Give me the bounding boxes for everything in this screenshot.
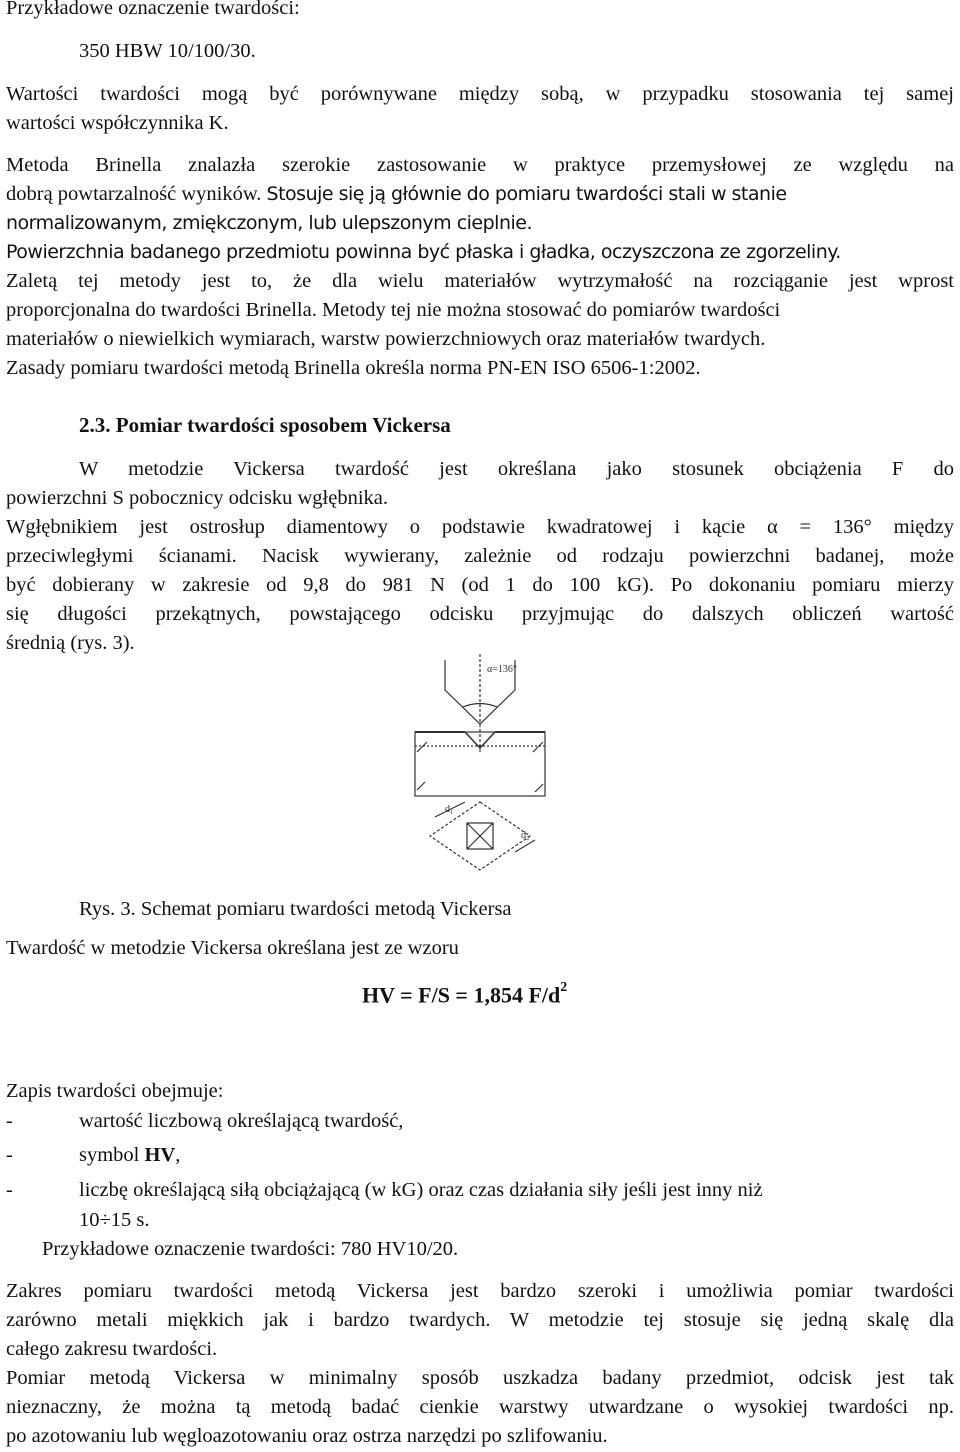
text-line: [6, 296, 780, 324]
text-line: materiałów o niewielkich wymiarach, warstw powierzchniowych oraz materiałów twardych.: [6, 328, 766, 350]
hardness-example: 350 HBW 10/100/30.: [79, 40, 256, 62]
text-line: powierzchni S pobocznicy odcisku wgłębnika.: [6, 487, 389, 509]
text-span: Metody tej nie można stosować do pomiarów twardości: [316, 299, 781, 321]
formula-text: HV = F/S = 1,854 F/d: [362, 982, 561, 1008]
angle-label: α=136°: [487, 664, 517, 675]
text-line: Wgłębnikiem jest ostrosłup diamentowy o podstawie kwadratowej i kącie α = 136° między: [6, 516, 954, 538]
hardness-example: Przykładowe oznaczenie twardości: 780 HV10/20.: [42, 1238, 459, 1260]
text-line: średnią (rys. 3).: [6, 632, 135, 654]
text-line: Zaletą tej metody jest to, że dla wielu materiałów wytrzymałość na rozciąganie jest wprost: [6, 270, 954, 292]
text-span: Po dokonaniu pomiaru mierzy: [670, 574, 954, 596]
text-line: nieznaczny, że można tą metodą badać cienkie warstwy utwardzane o wysokiej twardości np.: [6, 1396, 954, 1418]
figure-caption: Rys. 3. Schemat pomiaru twardości metodą Vickersa: [79, 898, 512, 920]
text-line: Wartości twardości mogą być porównywane między sobą, w przypadku stosowania tej samej: [6, 83, 954, 105]
text-span: ,: [175, 1144, 181, 1166]
text-line: [6, 571, 954, 599]
section-heading: 2.3. Pomiar twardości sposobem Vickersa: [79, 413, 451, 437]
text-span: proporcjonalna do twardości Brinella.: [6, 299, 317, 321]
text-line: wartości współczynnika K.: [6, 112, 229, 134]
text-line: Metoda Brinella znalazła szerokie zastosowanie w praktyce przemysłowej ze względu na: [6, 154, 954, 176]
text-line: normalizowanym, zmiękczonym, lub ulepszonym cieplnie.: [6, 212, 533, 234]
text-line: [6, 180, 787, 208]
list-bullet: -: [6, 1110, 13, 1132]
text-span: Stosuje się ją głównie do pomiaru twardości stali w stanie: [266, 183, 787, 205]
text-span: przeciwległymi ścianami.: [6, 545, 262, 567]
text-line: Zasady pomiaru twardości metodą Brinella określa norma PN-EN ISO 6506-1:2002.: [6, 357, 701, 379]
text-line: Przykładowe oznaczenie twardości:: [6, 0, 300, 19]
list-item-continuation: 10÷15 s.: [79, 1209, 150, 1231]
text-line: Twardość w metodzie Vickersa określana jest ze wzoru: [6, 937, 459, 959]
text-span: być dobierany w zakresie od 9,8 do 981 N (od 1 do 100 kG).: [6, 574, 671, 596]
vickers-formula: [362, 977, 567, 1009]
list-bullet: -: [6, 1144, 13, 1166]
text-span: symbol: [79, 1144, 145, 1166]
text-line: Zakres pomiaru twardości metodą Vickersa jest bardzo szeroki i umożliwia pomiar twardości: [6, 1280, 954, 1302]
text-line: W metodzie Vickersa twardość jest określana jako stosunek obciążenia F do: [79, 458, 954, 480]
text-line: [6, 542, 954, 570]
d1-label: d₁: [445, 804, 454, 815]
text-line: Pomiar metodą Vickersa w minimalny sposób uszkadza badany przedmiot, odcisk jest tak: [6, 1367, 954, 1389]
text-line: Powierzchnia badanego przedmiotu powinna być płaska i gładka, oczyszczona ze zgorzeliny.: [6, 241, 841, 263]
text-line: po azotowaniu lub węgloazotowaniu oraz ostrza narzędzi po szlifowaniu.: [6, 1425, 608, 1447]
text-line: się długości przekątnych, powstającego odcisku przyjmując do dalszych obliczeń wartość: [6, 603, 954, 625]
vickers-schematic-figure: [395, 652, 565, 884]
text-span: dobrą powtarzalność wyników.: [6, 183, 267, 205]
list-item: liczbę określającą siłą obciążającą (w kG) oraz czas działania siły jeśli jest inny niż: [79, 1179, 763, 1201]
list-item: wartość liczbową określającą twardość,: [79, 1110, 404, 1132]
list-item: [79, 1141, 180, 1169]
symbol-hv: HV: [144, 1144, 176, 1166]
text-line: całego zakresu twardości.: [6, 1338, 218, 1360]
text-span: Nacisk wywierany, zależnie od rodzaju powierzchni badanej, może: [261, 545, 955, 567]
d2-label: d₂: [521, 830, 530, 841]
list-bullet: -: [6, 1179, 13, 1201]
formula-exponent: 2: [560, 980, 568, 995]
text-line: Zapis twardości obejmuje:: [6, 1080, 224, 1102]
text-line: zarówno metali miękkich jak i bardzo twardych. W metodzie tej stosuje się jedną skalę dla: [6, 1309, 954, 1331]
